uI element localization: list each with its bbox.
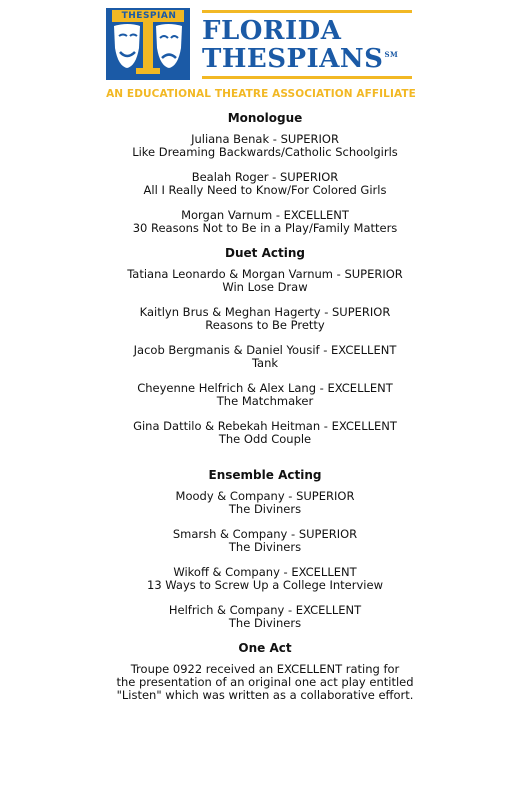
entry-piece: 13 Ways to Screw Up a College Interview: [147, 578, 383, 592]
list-item: [0, 420, 530, 446]
one-act-line: the presentation of an original one act play entitled: [116, 675, 414, 689]
theatre-masks-icon: [106, 8, 190, 80]
entry-performer: Cheyenne Helfrich & Alex Lang - EXCELLENT: [137, 381, 393, 395]
section-title-monologue: Monologue: [227, 111, 303, 125]
one-act-line: Troupe 0922 received an EXCELLENT rating for: [130, 662, 400, 676]
entry-piece: Reasons to Be Pretty: [205, 318, 325, 332]
entry-performer: Wikoff & Company - EXCELLENT: [173, 565, 357, 579]
entry-performer: Gina Dattilo & Rebekah Heitman - EXCELLENT: [133, 419, 397, 433]
one-act-paragraph: [0, 663, 530, 702]
entry-performer: Morgan Varnum - EXCELLENT: [181, 208, 349, 222]
entry-piece: The Diviners: [228, 540, 302, 554]
section-title-duet-acting: Duet Acting: [225, 246, 305, 260]
list-item: [0, 490, 530, 516]
list-item: [0, 382, 530, 408]
results-content: [0, 111, 530, 702]
entry-piece: Tank: [251, 356, 279, 370]
entry-performer: Jacob Bergmanis & Daniel Yousif - EXCELLENT: [133, 343, 397, 357]
section-title-ensemble-acting: Ensemble Acting: [208, 468, 322, 482]
entry-piece: 30 Reasons Not to Be in a Play/Family Matters: [132, 221, 398, 235]
list-item: [0, 344, 530, 370]
entry-performer: Kaitlyn Brus & Meghan Hagerty - SUPERIOR: [139, 305, 391, 319]
logo-title-line2: [202, 46, 398, 72]
list-item: [0, 133, 530, 159]
list-item: [0, 566, 530, 592]
entry-piece: The Matchmaker: [216, 394, 314, 408]
entry-performer: Helfrich & Company - EXCELLENT: [168, 603, 362, 617]
logo-title-line2-text: THESPIANS: [202, 44, 384, 74]
entry-performer: Juliana Benak - SUPERIOR: [191, 132, 339, 146]
entry-piece: All I Really Need to Know/For Colored Girls: [143, 183, 387, 197]
section-title-one-act: One Act: [238, 641, 292, 655]
one-act-line: "Listen" which was written as a collaborative effort.: [116, 688, 414, 702]
list-item: [0, 604, 530, 630]
list-item: [0, 268, 530, 294]
list-item: [0, 209, 530, 235]
affiliate-tagline: AN EDUCATIONAL THEATRE ASSOCIATION AFFILIATE: [106, 88, 416, 100]
logo-rule-bottom: [202, 76, 412, 79]
entry-piece: Like Dreaming Backwards/Catholic Schoolgirls: [132, 145, 398, 159]
logo-mark-text: THESPIAN: [121, 11, 177, 21]
entry-piece: The Diviners: [228, 502, 302, 516]
florida-thespians-logo: [106, 8, 416, 100]
list-item: [0, 171, 530, 197]
entry-piece: The Diviners: [228, 616, 302, 630]
entry-piece: The Odd Couple: [218, 432, 312, 446]
entry-performer: Bealah Roger - SUPERIOR: [191, 170, 339, 184]
trademark-mark: SM: [384, 50, 399, 60]
entry-performer: Tatiana Leonardo & Morgan Varnum - SUPERIOR: [127, 267, 403, 281]
entry-piece: Win Lose Draw: [222, 280, 308, 294]
list-item: [0, 528, 530, 554]
list-item: [0, 306, 530, 332]
logo-title-line1: FLORIDA: [202, 16, 342, 46]
entry-performer: Smarsh & Company - SUPERIOR: [172, 527, 358, 541]
logo-rule-top: [202, 10, 412, 13]
entry-performer: Moody & Company - SUPERIOR: [175, 489, 355, 503]
